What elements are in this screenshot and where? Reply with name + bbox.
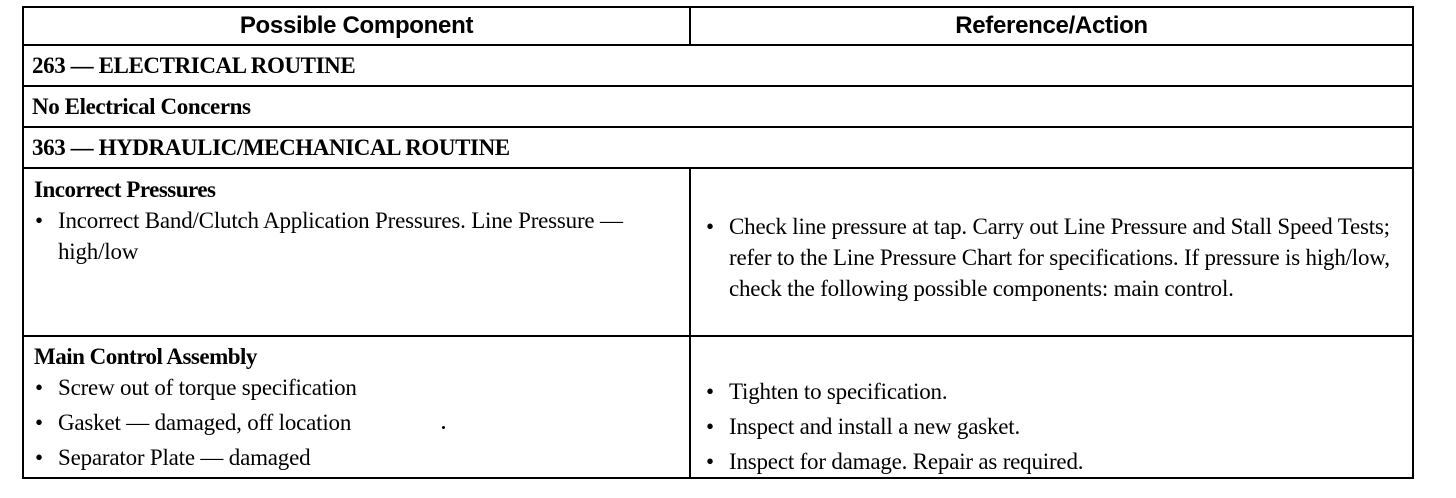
group-title-main-control-assembly: Main Control Assembly	[34, 344, 257, 369]
component-cell	[24, 337, 691, 477]
header-possible-component: Possible Component	[24, 8, 691, 44]
action-item: • Inspect and install a new gasket.	[705, 411, 1398, 442]
component-item: • Gasket — damaged, off location	[34, 407, 679, 438]
action-item: • Inspect for damage. Repair as required.	[705, 446, 1398, 477]
component-item: • Incorrect Band/Clutch Application Pressures. Line Pressure — high/low	[34, 205, 679, 267]
table-row-incorrect-pressures	[24, 169, 1412, 337]
action-item: • Check line pressure at tap. Carry out Line Pressure and Stall Speed Tests; refer to the Line Pressure Chart for specifications. If pressure is high/low, check the following possible components: main control.	[705, 211, 1398, 304]
scan-speck	[442, 426, 445, 429]
table-header-row	[24, 8, 1412, 46]
action-list	[705, 211, 1398, 304]
component-item: • Screw out of torque specification	[34, 372, 679, 403]
action-item: • Tighten to specification.	[705, 376, 1398, 407]
component-cell	[24, 169, 691, 335]
component-list	[34, 205, 679, 267]
header-reference-action: Reference/Action	[955, 12, 1148, 39]
action-list	[705, 376, 1398, 477]
table-row-main-control-assembly	[24, 337, 1412, 477]
section-hydraulic-mechanical-routine: 363 — HYDRAULIC/MECHANICAL ROUTINE	[24, 128, 1412, 169]
section-no-electrical-concerns: No Electrical Concerns	[24, 87, 1412, 128]
group-title-incorrect-pressures: Incorrect Pressures	[34, 177, 216, 202]
section-electrical-routine: 263 — ELECTRICAL ROUTINE	[24, 46, 1412, 87]
component-item: • Separator Plate — damaged	[34, 442, 679, 473]
action-cell	[691, 337, 1412, 477]
action-cell	[691, 169, 1412, 335]
component-list	[34, 372, 679, 473]
diagnostic-table	[22, 6, 1414, 479]
